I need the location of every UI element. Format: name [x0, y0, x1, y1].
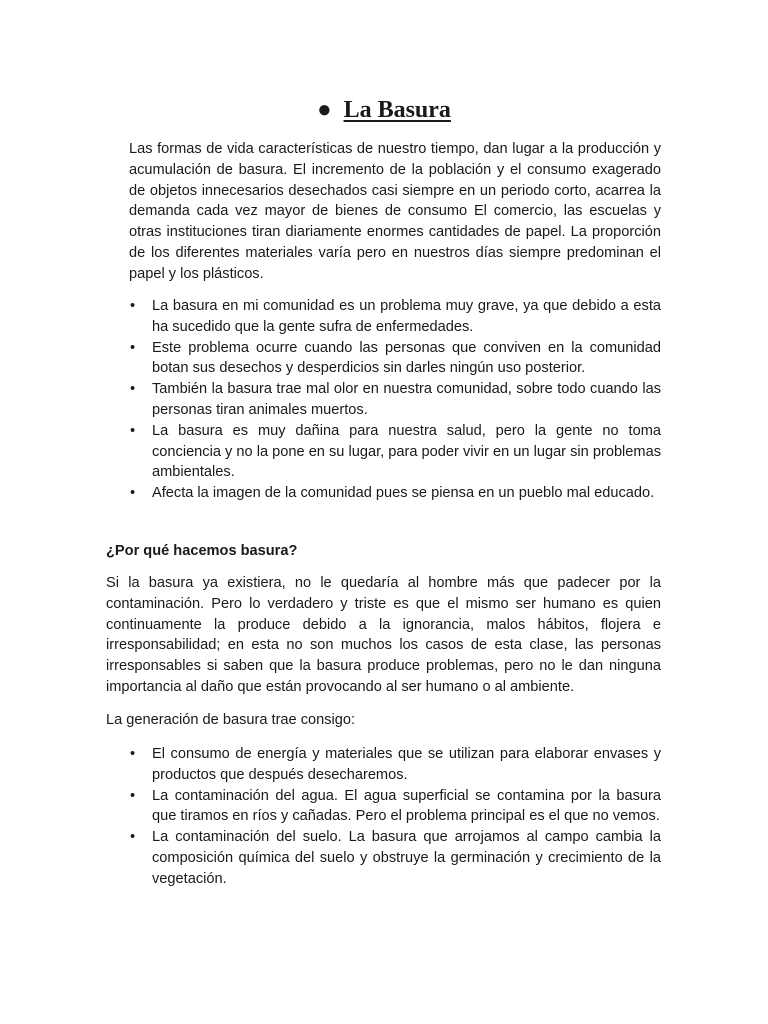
- list-item-text: La contaminación del suelo. La basura que arrojamos al campo cambia la composición química del suelo y obstruye la germinación y crecimiento de la vegetación.: [152, 829, 661, 887]
- body-paragraph: Si la basura ya existiera, no le quedaría al hombre más que padecer por la contaminación. Pero lo verdadero y triste es que el mismo ser humano es quien continuamente la produce debido a la ignorancia, malos hábitos, flojera e irresponsabilidad; en esta no son muchos los casos de esta clase, las personas irresponsables si saben que la basura produce problemas, pero no le dan ninguna importancia al daño que están provocando al ser humano o al ambiente.: [106, 575, 661, 695]
- consequences-list: [130, 744, 661, 890]
- list-item-text: La basura es muy dañina para nuestra salud, pero la gente no toma conciencia y no la pone en su lugar, para poder vivir en un lugar sin problemas ambientales.: [152, 422, 661, 481]
- list-item: [130, 296, 661, 338]
- list-item-text: Este problema ocurre cuando las personas que conviven en la comunidad botan sus desechos y desperdicios sin darles ningún uso posterior.: [152, 339, 661, 377]
- list-item: [130, 827, 661, 889]
- bullet: •: [130, 298, 136, 314]
- bullet: •: [130, 339, 136, 356]
- bullet: •: [130, 381, 136, 398]
- bullet: •: [130, 485, 136, 502]
- list-lead-text: La generación de basura trae consigo:: [106, 712, 356, 728]
- title-text: La Basura: [343, 97, 451, 123]
- list-item-text: Afecta la imagen de la comunidad pues se piensa en un pueblo mal educado.: [152, 485, 655, 502]
- bullet: •: [130, 829, 136, 846]
- bullet: •: [130, 746, 136, 762]
- section-heading: ¿Por qué hacemos basura?: [106, 543, 298, 559]
- list-item: [130, 744, 661, 786]
- document-title: [0, 92, 768, 128]
- title-bullet: ●: [317, 97, 332, 123]
- bullet: •: [130, 422, 136, 439]
- list-item: [130, 786, 661, 828]
- list-item-text: También la basura trae mal olor en nuestra comunidad, sobre todo cuando las personas tiran animales muertos.: [152, 381, 661, 418]
- list-item: [130, 483, 661, 504]
- list-item-text: La contaminación del agua. El agua superficial se contamina por la basura que tiramos en ríos y cañadas. Pero el problema principal es el que no vemos.: [152, 787, 661, 825]
- problems-list: [130, 296, 661, 504]
- list-item: [130, 421, 661, 483]
- list-item-text: El consumo de energía y materiales que se utilizan para elaborar envases y productos que después desecharemos.: [152, 746, 661, 783]
- list-item-text: La basura en mi comunidad es un problema muy grave, ya que debido a esta ha sucedido que la gente sufra de enfermedades.: [152, 298, 661, 335]
- list-item: [130, 379, 661, 421]
- list-item: [130, 338, 661, 380]
- intro-paragraph: Las formas de vida características de nuestro tiempo, dan lugar a la producción y acumulación de basura. El incremento de la población y el consumo exagerado de objetos innecesarios desechados casi siempre en un periodo corto, acarrea la demanda cada vez mayor de bienes de consumo El comercio, las escuelas y otras instituciones tiran diariamente enormes cantidades de papel. La proporción de los diferentes materiales varía pero en nuestros días siempre predominan el papel y los plásticos.: [129, 141, 661, 282]
- bullet: •: [130, 787, 136, 804]
